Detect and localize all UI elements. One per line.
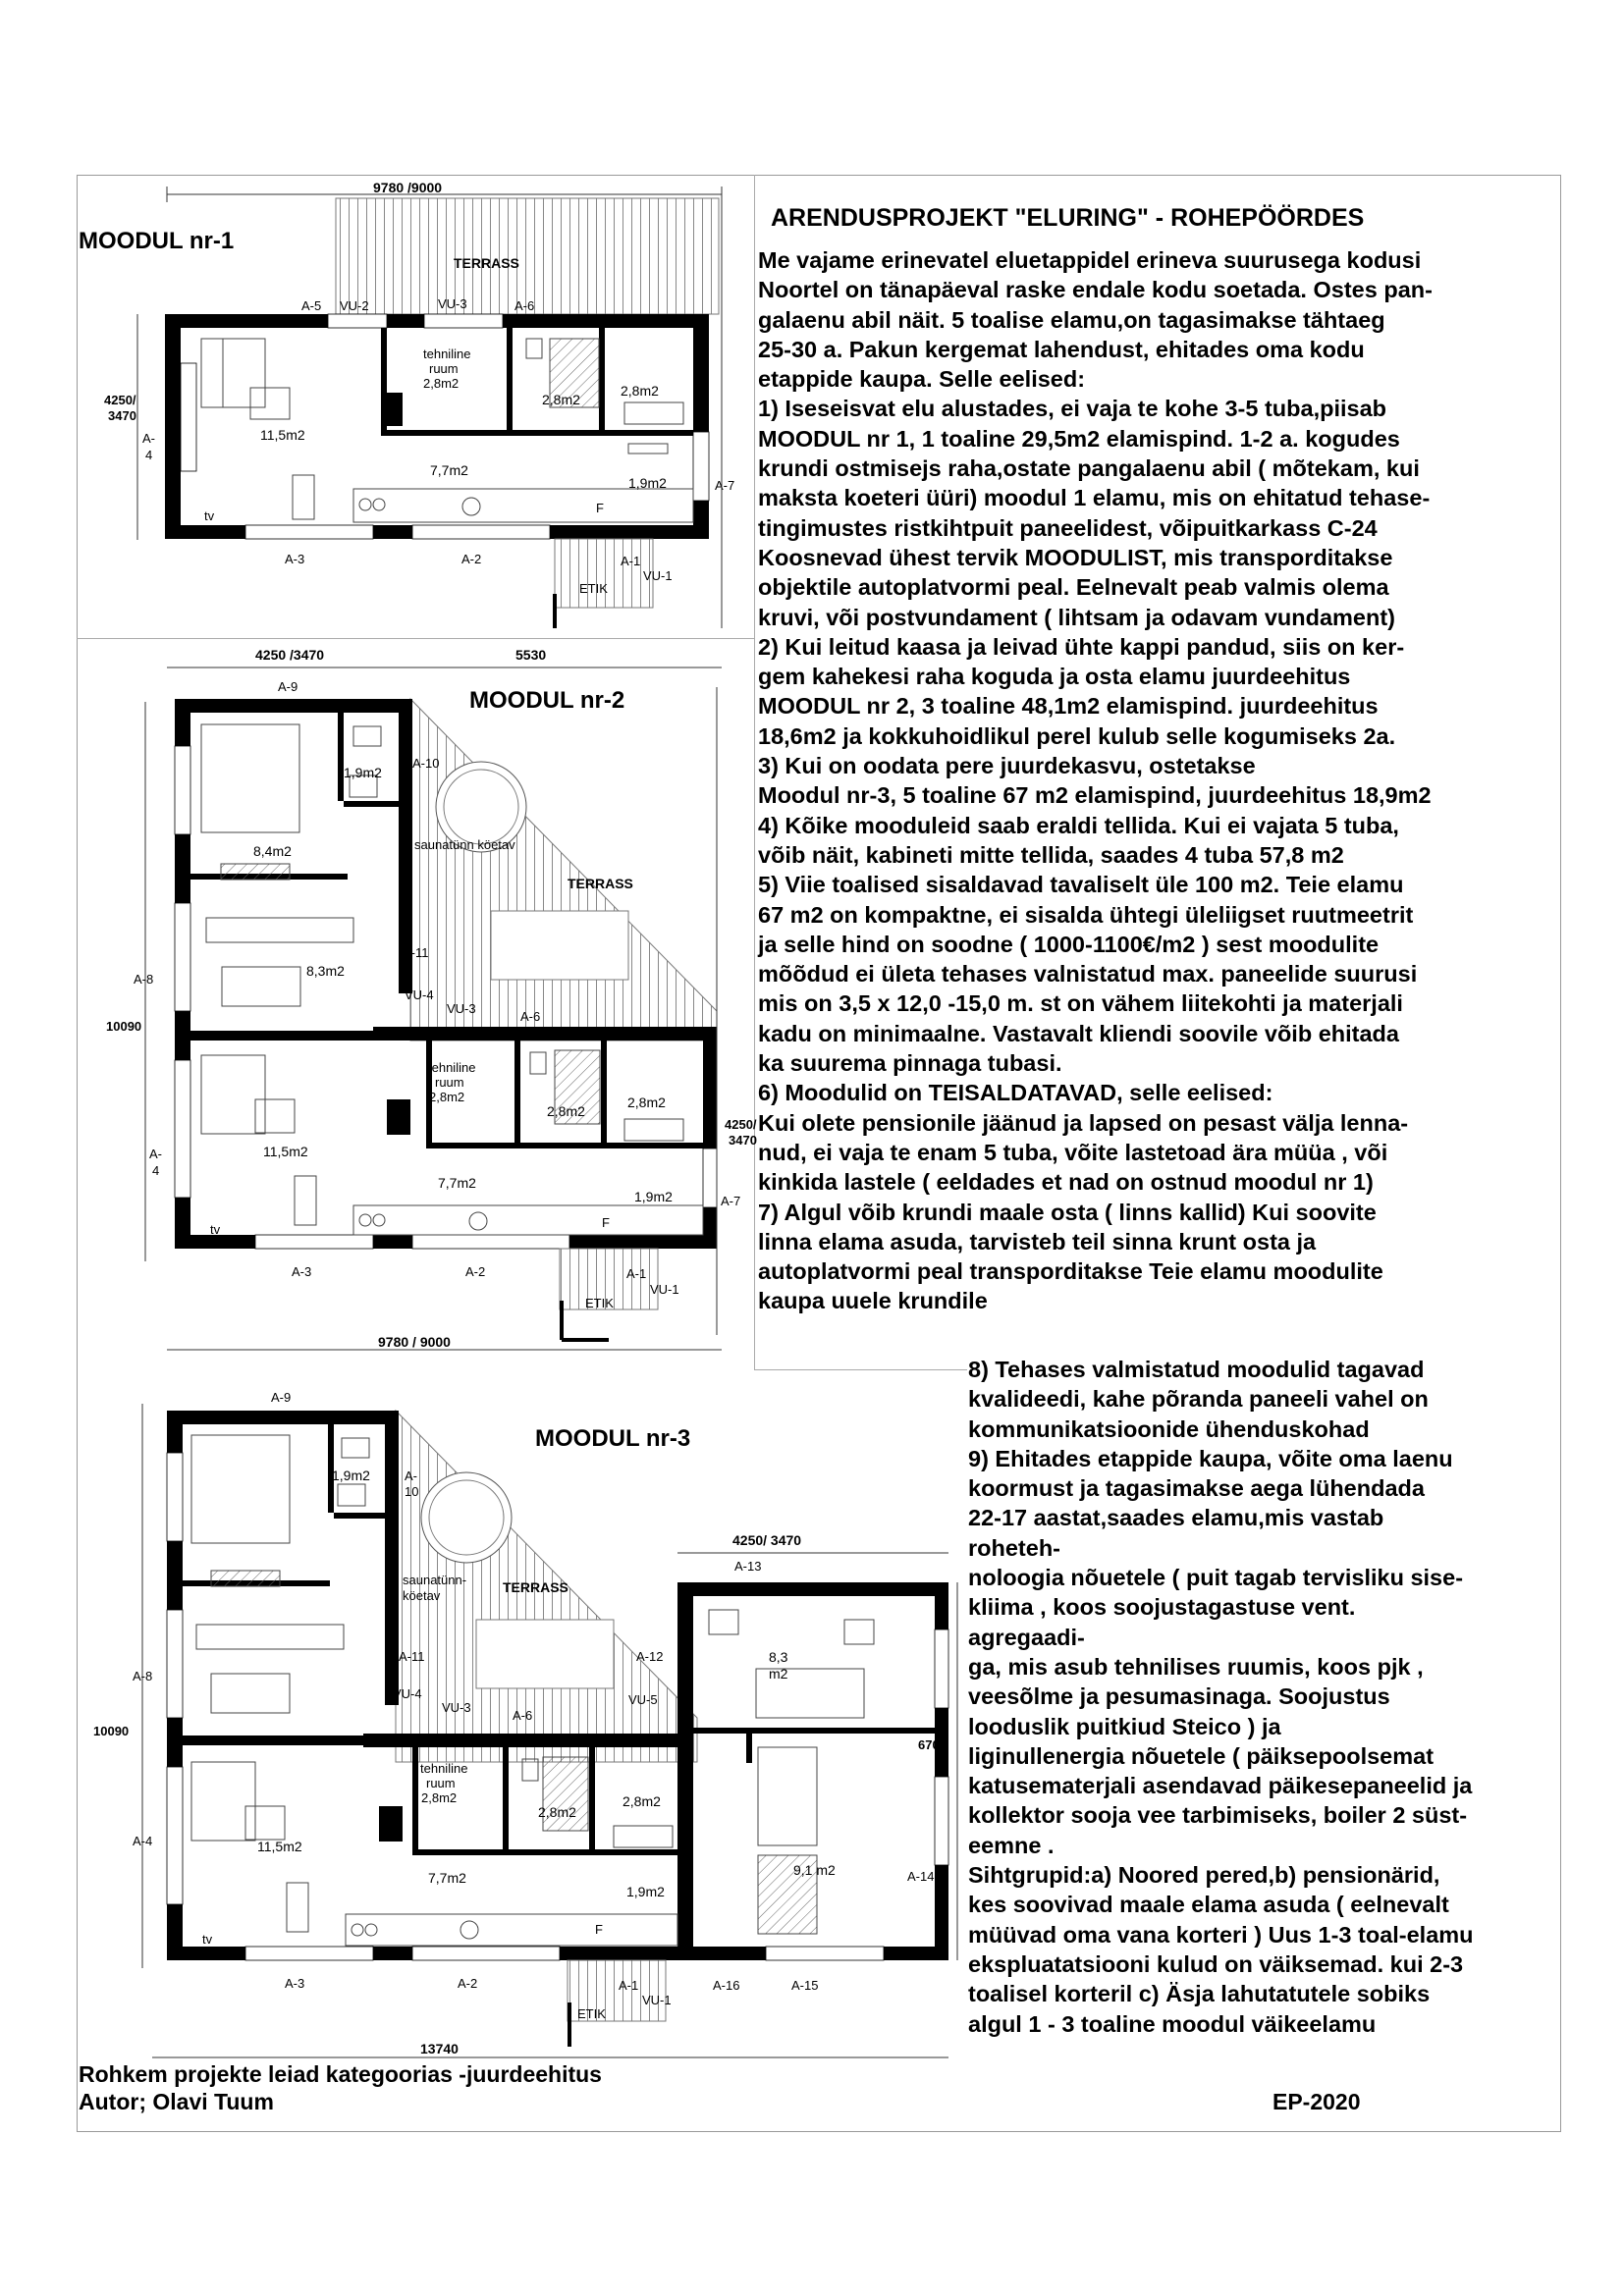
module1-tag-a7: A-7 (715, 478, 735, 493)
text-block-1-line: kadu on minimaalne. Vastavalt kliendi soovile võib ehitada (758, 1020, 1399, 1046)
text-block-2 (968, 1355, 1474, 2039)
module2-tag-a11: A-11 (403, 945, 429, 960)
module2-dim-bottom: 9780 / 9000 (378, 1334, 451, 1350)
module3-room-tech-1: tehniline (420, 1761, 468, 1776)
module3-tag-a2: A-2 (458, 1976, 478, 1991)
text-block-1-line: 1) Iseseisvat elu alustades, ei vaja te kohe 3-5 tuba,piisab (758, 396, 1387, 422)
module3-dim-right-top: 4250/ 3470 (732, 1532, 802, 1548)
text-block-1-line: ka suurema pinnaga tubasi. (758, 1050, 1062, 1077)
module3-room-kitchen: 7,7m2 (428, 1870, 466, 1886)
text-block-1-line: 67 m2 on kompaktne, ei sisalda ühtegi üleliigset ruutmeetrit (758, 901, 1414, 928)
module1-tag-a5: A-5 (301, 298, 322, 313)
module3-tag-a4: A-4 (133, 1834, 153, 1848)
module2-tag-a6: A-6 (520, 1009, 541, 1024)
module3-tag-a13: A-13 (734, 1559, 762, 1574)
module2-room-sauna: 2,8m2 (627, 1095, 666, 1110)
module3-tv-label: tv (202, 1932, 213, 1947)
text-block-2-line: 8) Tehases valmistatud moodulid tagavad (968, 1357, 1425, 1382)
text-block-1 (758, 245, 1433, 1316)
module3-room-sauna: 2,8m2 (623, 1793, 661, 1809)
text-block-2-line: looduslik puitkiud Steico ) ja (968, 1713, 1281, 1739)
text-block-2-line: agregaadi- (968, 1624, 1085, 1650)
text-block-1-line: võib näit, kabineti mitte tellida, saades 4 tuba 57,8 m2 (758, 841, 1344, 868)
module2-room-tech-1: tehniline (428, 1060, 476, 1075)
text-block-2-line: liginullenergia nõuetele ( päiksepoolsemat (968, 1742, 1435, 1769)
module3-tag-vu4: VU-4 (393, 1686, 422, 1701)
module3-tag-a10-2: 10 (405, 1484, 419, 1499)
text-block-2-line: koormust ja tagasimakse aega lühendada (968, 1475, 1425, 1502)
text-block-1-line: 25-30 a. Pakun kergemat lahendust, ehitades oma kodu (758, 336, 1365, 362)
text-block-1-line: 18,6m2 ja kokkuhoidlikul perel kulub selle kogumiseks 2a. (758, 722, 1396, 749)
text-block-2-line: Sihtgrupid:a) Noored pered,b) pensionärid, (968, 1862, 1440, 1889)
module2-room-living: 11,5m2 (263, 1144, 308, 1159)
text-block-1-line: autoplatvormi peal transporditakse Teie elamu moodulite (758, 1258, 1383, 1285)
text-block-2-line: katusematerjali asendavad päikesepaneelid ja (968, 1773, 1473, 1799)
module3-tag-vu3: VU-3 (442, 1700, 471, 1715)
text-block-1-line: linna elama asuda, tarvisteb teil sinna krunt osta ja (758, 1228, 1317, 1255)
text-block-2-line: toalisel korteril c) Äsja lahutatutele sobiks (968, 1981, 1431, 2007)
module2-dim-top-2: 5530 (515, 647, 547, 663)
text-block-2-line: veesõlme ja pesumasinaga. Soojustus (968, 1683, 1390, 1710)
module3-tag-vu5: VU-5 (628, 1692, 658, 1707)
module2-room-hall: 1,9m2 (634, 1189, 673, 1204)
module1-room-tech-2: ruum (429, 361, 459, 376)
text-block-1-line: MOODUL nr 1, 1 toaline 29,5m2 elamispind. 1-2 a. kogudes (758, 425, 1400, 452)
module3-room-tech-area: 2,8m2 (421, 1790, 458, 1805)
text-block-1-line: etappide kaupa. Selle eelised: (758, 366, 1086, 393)
module2-room-bath: 1,9m2 (344, 765, 382, 780)
module3-dim-left: 10090 (93, 1724, 130, 1738)
module3-fridge-label: F (595, 1922, 603, 1937)
text-block-2-line: roheteh- (968, 1534, 1060, 1561)
module2-dim-top-1: 4250 /3470 (255, 647, 325, 663)
module3-terrace-label: TERRASS (503, 1579, 568, 1595)
module3-plan (93, 1390, 957, 2057)
text-block-2-line: 9) Ehitades etappide kaupa, võite oma laenu (968, 1445, 1453, 1471)
module3-tag-a1: A-1 (619, 1978, 639, 1993)
module2-room-wc: 2,8m2 (547, 1103, 585, 1119)
module2-tag-a3: A-3 (292, 1264, 312, 1279)
module3-tag-a16: A-16 (713, 1978, 740, 1993)
module1-room-sauna: 2,8m2 (621, 383, 659, 399)
module1-dim-top: 9780 /9000 (373, 180, 443, 195)
module1-tag-vu1: VU-1 (643, 568, 673, 583)
text-block-1-line: Noortel on tänapäeval raske endale kodu soetada. Ostes pan- (758, 277, 1433, 303)
project-title: ARENDUSPROJEKT "ELURING" - ROHEPÖÖRDES (771, 204, 1365, 232)
text-block-2-line: müüvad oma vana korteri ) Uus 1-3 toal-elamu (968, 1921, 1474, 1948)
module3-tag-vu1: VU-1 (642, 1993, 672, 2007)
module2-tag-a10: A-10 (412, 756, 440, 771)
text-block-1-line: MOODUL nr 2, 3 toaline 48,1m2 elamispind. juurdeehitus (758, 693, 1379, 720)
module3-room-bath: 1,9m2 (332, 1468, 370, 1483)
module2-tag-vu1: VU-1 (650, 1282, 679, 1297)
module1-terrace-label: TERRASS (454, 255, 519, 271)
module2-tag-vu4: VU-4 (405, 988, 434, 1002)
module3-tag-a12: A-12 (636, 1649, 664, 1664)
text-block-1-line: Kui olete pensionile jäänud ja lapsed on pesast välja lenna- (758, 1109, 1409, 1136)
text-block-2-line: ekspluatatsiooni kulud on väiksemad. kui 2-3 (968, 1950, 1464, 1977)
module3-sauna-tub-2: köetav (403, 1588, 441, 1603)
module3-tag-a11: A-11 (399, 1649, 425, 1664)
text-block-1-line: objektile autoplatvormi peal. Eelnevalt peab valmis olema (758, 574, 1389, 601)
module1-room-wc: 2,8m2 (542, 392, 580, 407)
module2-room-bed: 8,4m2 (253, 843, 292, 859)
text-block-1-line: kaupa uuele krundile (758, 1288, 988, 1314)
text-block-1-line: gem kahekesi raha koguda ja osta elamu juurdeehitus (758, 664, 1351, 690)
text-block-1-line: kinkida lastele ( eeldades et nad on ostnud moodul nr 1) (758, 1169, 1374, 1196)
text-block-1-line: mis on 3,5 x 12,0 -15,0 m. st on vähem liitekohti ja materjali (758, 990, 1403, 1017)
module1-title: MOODUL nr-1 (79, 228, 235, 254)
module3-tag-a14: A-14 (907, 1869, 935, 1884)
module2-room-kitchen: 7,7m2 (438, 1175, 476, 1191)
text-block-1-line: 4) Kõike mooduleid saab eraldi tellida. Kui ei vajata 5 tuba, (758, 812, 1399, 838)
text-block-2-line: algul 1 - 3 toaline moodul väikeelamu (968, 2010, 1377, 2037)
module3-room-study-2: m2 (769, 1666, 788, 1682)
text-block-2-line: kes soovivad maale elama asuda ( eelnevalt (968, 1892, 1449, 1918)
text-block-2-line: 22-17 aastat,saades elamu,mis vastab (968, 1505, 1384, 1531)
module2-title: MOODUL nr-2 (469, 687, 625, 714)
module3-dim-right: 6700 (918, 1737, 947, 1752)
module1-tag-a6: A-6 (514, 298, 535, 313)
module3-sauna-tub-1: saunatünn- (403, 1573, 467, 1587)
module2-room-tech-2: ruum (435, 1075, 464, 1090)
text-block-1-line: galaenu abil näit. 5 toalise elamu,on tagasimakse tähtaeg (758, 306, 1385, 333)
module3-title: MOODUL nr-3 (535, 1425, 691, 1452)
module2-room-tech-area: 2,8m2 (429, 1090, 465, 1104)
module3-tag-a15: A-15 (791, 1978, 819, 1993)
module3-tag-a8: A-8 (133, 1669, 153, 1683)
module2-room-dining: 8,3m2 (306, 963, 345, 979)
module1-tag-vu2: VU-2 (340, 298, 369, 313)
text-block-1-line: ja selle hind on soodne ( 1000-1100€/m2 ) sest moodulite (758, 931, 1380, 957)
module1-room-tech-1: tehniline (423, 347, 471, 361)
text-block-1-line: maksta koeteri üüri) moodul 1 elamu, mis on ehitatud tehase- (758, 485, 1431, 511)
text-block-1-line: krundi ostmiseјs raha,ostate pangalaenu abil ( mõtekam, kui (758, 455, 1420, 482)
module2-tag-a9: A-9 (278, 679, 298, 694)
module3-room-tech-2: ruum (426, 1776, 456, 1790)
module2-plan (106, 647, 757, 1350)
module1-dim-left-2: 3470 (108, 408, 136, 423)
text-block-1-line: kruvi, või postvundament ( lihtsam ja odavam vundament) (758, 604, 1395, 630)
module2-tag-vu3: VU-3 (447, 1001, 476, 1016)
module1-tag-a4-1: A- (142, 431, 155, 446)
module2-fridge-label: F (602, 1215, 610, 1230)
module3-room-living: 11,5m2 (257, 1839, 302, 1854)
module3-tag-a10-1: A- (405, 1468, 417, 1483)
module3-room-bed2: 9,1 m2 (793, 1862, 836, 1878)
footer-line-2: Autor; Olavi Tuum (79, 2089, 274, 2114)
module1-tag-vu3: VU-3 (438, 296, 467, 311)
text-block-1-line: 3) Kui on oodata pere juurdekasvu, ostetakse (758, 753, 1256, 779)
module1-tv-label: tv (204, 508, 215, 523)
module3-room-study-1: 8,3 (769, 1649, 788, 1665)
text-block-1-line: 7) Algul võib krundi maale osta ( linns kallid) Kui soovite (758, 1199, 1377, 1225)
footer-code: EP-2020 (1272, 2089, 1361, 2114)
text-block-1-line: Koosnevad ühest tervik MOODULIST, mis transporditakse (758, 544, 1393, 570)
module3-room-wc: 2,8m2 (538, 1804, 576, 1820)
module2-etik-label: ETIK (585, 1296, 614, 1310)
text-block-1-line: 2) Kui leitud kaasa ja leivad ühte kappi pandud, siis on ker- (758, 633, 1405, 660)
text-block-2-line: kommunikatsioonide ühenduskohad (968, 1415, 1370, 1442)
module2-tag-a8: A-8 (134, 972, 154, 987)
module1-room-kitchen: 7,7m2 (430, 462, 468, 478)
module2-sauna-tub-label: saunatünn köetav (414, 837, 515, 852)
module1-fridge-label: F (596, 501, 604, 515)
module2-tag-a1: A-1 (626, 1266, 647, 1281)
module3-tag-a6: A-6 (513, 1708, 533, 1723)
module2-tag-a4-2: 4 (152, 1163, 160, 1178)
text-block-2-line: eemne . (968, 1832, 1055, 1858)
module1-tag-a1: A-1 (621, 554, 641, 568)
module1-room-tech-area: 2,8m2 (423, 376, 460, 391)
text-block-1-line: 6) Moodulid on TEISALDATAVAD, selle eelised: (758, 1080, 1273, 1106)
module1-etik-label: ETIK (579, 581, 608, 596)
module3-etik-label: ETIK (577, 2006, 606, 2021)
text-block-2-line: kollektor sooja vee tarbimiseks, boiler 2 süst- (968, 1802, 1468, 1829)
footer-line-1: Rohkem projekte leiad kategoorias -juurdeehitus (79, 2061, 602, 2087)
module3-tag-a3: A-3 (285, 1976, 305, 1991)
text-block-2-line: kliima , koos soojustagastuse vent. (968, 1594, 1356, 1621)
module2-tag-a4-1: A- (149, 1147, 162, 1161)
text-block-1-line: tingimustes ristkihtpuit paneelidest, võipuitkarkass C-24 (758, 514, 1378, 541)
module1-dim-left-1: 4250/ (104, 393, 136, 407)
text-block-1-line: Moodul nr-3, 5 toaline 67 m2 elamispind, juurdeehitus 18,9m2 (758, 782, 1432, 809)
module1-room-hall: 1,9m2 (628, 475, 667, 491)
text-block-1-line: 5) Viie toalised sisaldavad tavaliselt üle 100 m2. Teie elamu (758, 872, 1404, 898)
module2-tv-label: tv (210, 1222, 221, 1237)
module2-tag-a2: A-2 (465, 1264, 486, 1279)
text-block-1-line: mõõdud ei ületa tehases valnistatud max. paneelide suurusi (758, 961, 1418, 988)
module2-dim-right-2: 3470 (729, 1133, 757, 1148)
module1-tag-a4-2: 4 (145, 448, 153, 462)
text-block-2-line: kvalideedi, kahe põranda paneeli vahel on (968, 1386, 1429, 1413)
text-block-1-line: Me vajame erinevatel eluetappidel erineva suurusega kodusi (758, 247, 1422, 273)
text-block-2-line: noloogia nõuetele ( puit tagab tervisliku sise- (968, 1565, 1464, 1591)
module2-terrace-label: TERRASS (568, 876, 633, 891)
module1-tag-a2: A-2 (461, 552, 482, 566)
module2-dim-left: 10090 (106, 1019, 142, 1034)
module1-tag-a3: A-3 (285, 552, 305, 566)
module3-room-hall: 1,9m2 (626, 1884, 665, 1899)
module1-room-living: 11,5m2 (260, 427, 305, 443)
module3-tag-a9: A-9 (271, 1390, 292, 1405)
text-block-2-line: ga, mis asub tehnilises ruumis, koos pjk , (968, 1653, 1424, 1680)
module2-dim-right-1: 4250/ (725, 1117, 757, 1132)
module3-dim-bottom: 13740 (420, 2041, 459, 2056)
module2-tag-a7: A-7 (721, 1194, 741, 1208)
text-block-1-line: nud, ei vaja te enam 5 tuba, võite lastetoad ära müüa , või (758, 1139, 1388, 1165)
